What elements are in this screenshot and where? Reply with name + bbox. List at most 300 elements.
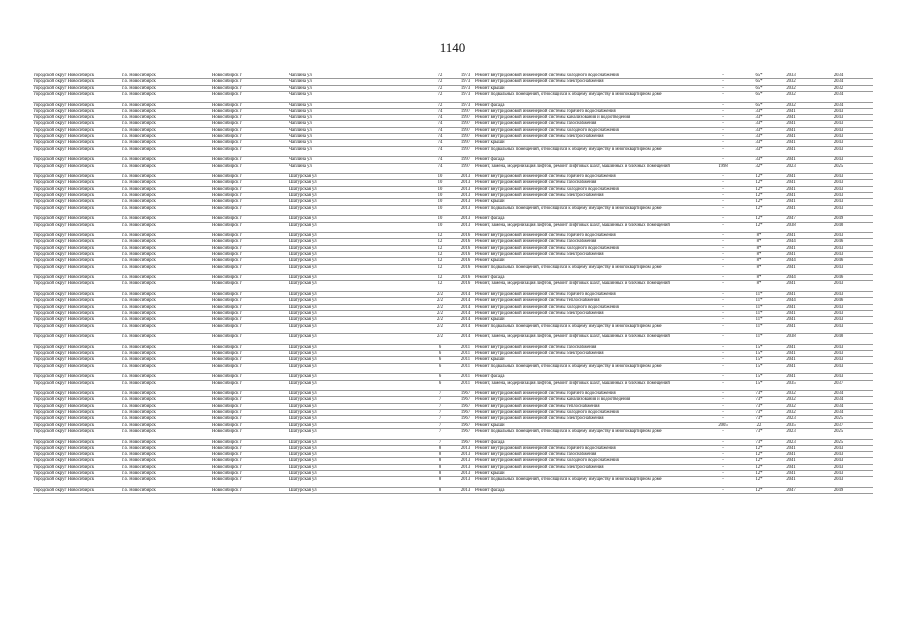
cell-settlement: г.о. Новосибирск bbox=[121, 245, 211, 251]
cell-plan-start-year: 2041 bbox=[778, 245, 804, 251]
cell-last-repair-year: - bbox=[706, 380, 740, 391]
cell-municipality: городской округ Новосибирск bbox=[33, 157, 121, 163]
cell-work-type: Ремонт фасада bbox=[474, 216, 706, 222]
cell-house-number: 12 bbox=[423, 264, 457, 275]
cell-street: Шатурская ул bbox=[288, 317, 423, 323]
cell-plan-end-year: 2034 bbox=[804, 410, 873, 416]
cell-street: Шатурская ул bbox=[288, 422, 423, 428]
cell-house-number: 10 bbox=[423, 193, 457, 199]
cell-settlement: г.о. Новосибирск bbox=[121, 258, 211, 264]
cell-settlement: г.о. Новосибирск bbox=[121, 73, 211, 79]
cell-locality: Новосибирск г bbox=[211, 108, 288, 114]
cell-work-type: Ремонт, замена, модернизация лифтов, ремонт лифтовых шахт, машинных и блочных помещений bbox=[474, 163, 706, 174]
cell-plan-end-year: 2046 bbox=[804, 239, 873, 245]
cell-plan-end-year: 2049 bbox=[804, 487, 873, 493]
cell-last-repair-year: - bbox=[706, 410, 740, 416]
cell-street: Шатурская ул bbox=[288, 199, 423, 205]
cell-locality: Новосибирск г bbox=[211, 115, 288, 121]
cell-municipality: городской округ Новосибирск bbox=[33, 458, 121, 464]
cell-settlement: г.о. Новосибирск bbox=[121, 357, 211, 363]
cell-wear-percent: 15* bbox=[740, 374, 778, 380]
cell-street: Чаплина ул bbox=[288, 79, 423, 85]
cell-house-number: 12 bbox=[423, 275, 457, 281]
cell-plan-start-year: 2041 bbox=[778, 310, 804, 316]
cell-last-repair-year: - bbox=[706, 470, 740, 476]
cell-build-year: 2013 bbox=[457, 216, 474, 222]
cell-settlement: г.о. Новосибирск bbox=[121, 174, 211, 180]
cell-build-year: 1973 bbox=[457, 73, 474, 79]
cell-work-type: Ремонт внутридомовой инженерной системы холодного водоснабжения bbox=[474, 245, 706, 251]
cell-house-number: 8 bbox=[423, 458, 457, 464]
cell-build-year: 1973 bbox=[457, 102, 474, 108]
cell-plan-end-year: 2043 bbox=[804, 199, 873, 205]
cell-street: Шатурская ул bbox=[288, 470, 423, 476]
cell-settlement: г.о. Новосибирск bbox=[121, 464, 211, 470]
cell-work-type: Ремонт подвальных помещений, относящихся к общему имуществу в многоквартирном доме bbox=[474, 264, 706, 275]
cell-locality: Новосибирск г bbox=[211, 216, 288, 222]
cell-street: Шатурская ул bbox=[288, 416, 423, 422]
cell-house-number: 6 bbox=[423, 357, 457, 363]
cell-locality: Новосибирск г bbox=[211, 252, 288, 258]
cell-build-year: 2014 bbox=[457, 323, 474, 334]
cell-last-repair-year: - bbox=[706, 121, 740, 127]
cell-settlement: г.о. Новосибирск bbox=[121, 281, 211, 292]
table-body bbox=[33, 73, 873, 494]
cell-plan-end-year: 2043 bbox=[804, 121, 873, 127]
cell-build-year: 2013 bbox=[457, 199, 474, 205]
cell-settlement: г.о. Новосибирск bbox=[121, 374, 211, 380]
cell-work-type: Ремонт, замена, модернизация лифтов, ремонт лифтовых шахт, машинных и блочных помещений bbox=[474, 281, 706, 292]
cell-wear-percent: 12* bbox=[740, 205, 778, 216]
cell-plan-start-year: 2041 bbox=[778, 252, 804, 258]
cell-build-year: 1973 bbox=[457, 79, 474, 85]
cell-wear-percent: 65* bbox=[740, 91, 778, 102]
cell-plan-start-year: 2041 bbox=[778, 374, 804, 380]
cell-settlement: г.о. Новосибирск bbox=[121, 186, 211, 192]
cell-last-repair-year: - bbox=[706, 239, 740, 245]
cell-plan-start-year: 2041 bbox=[778, 281, 804, 292]
cell-street: Шатурская ул bbox=[288, 357, 423, 363]
cell-last-repair-year: - bbox=[706, 216, 740, 222]
cell-plan-start-year: 2023 bbox=[778, 163, 804, 174]
cell-locality: Новосибирск г bbox=[211, 334, 288, 345]
cell-plan-start-year: 2041 bbox=[778, 445, 804, 451]
cell-plan-end-year: 2049 bbox=[804, 216, 873, 222]
cell-last-repair-year: - bbox=[706, 157, 740, 163]
cell-settlement: г.о. Новосибирск bbox=[121, 134, 211, 140]
cell-street: Чаплина ул bbox=[288, 91, 423, 102]
cell-build-year: 1967 bbox=[457, 416, 474, 422]
cell-plan-end-year: 2025 bbox=[804, 163, 873, 174]
cell-wear-percent: 33* bbox=[740, 115, 778, 121]
cell-house-number: 8 bbox=[423, 470, 457, 476]
cell-municipality: городской округ Новосибирск bbox=[33, 79, 121, 85]
cell-settlement: г.о. Новосибирск bbox=[121, 397, 211, 403]
cell-work-type: Ремонт внутридомовой инженерной системы газоснабжения bbox=[474, 180, 706, 186]
cell-plan-start-year: 2044 bbox=[778, 239, 804, 245]
cell-build-year: 2011 bbox=[457, 363, 474, 374]
cell-build-year: 2013 bbox=[457, 477, 474, 488]
cell-last-repair-year: - bbox=[706, 428, 740, 439]
cell-locality: Новосибирск г bbox=[211, 245, 288, 251]
cell-build-year: 2014 bbox=[457, 317, 474, 323]
cell-locality: Новосибирск г bbox=[211, 397, 288, 403]
cell-municipality: городской округ Новосибирск bbox=[33, 91, 121, 102]
cell-house-number: 72 bbox=[423, 85, 457, 91]
cell-locality: Новосибирск г bbox=[211, 186, 288, 192]
cell-municipality: городской округ Новосибирск bbox=[33, 310, 121, 316]
cell-plan-end-year: 2046 bbox=[804, 258, 873, 264]
cell-street: Шатурская ул bbox=[288, 344, 423, 350]
cell-last-repair-year: - bbox=[706, 134, 740, 140]
cell-build-year: 1997 bbox=[457, 115, 474, 121]
cell-house-number: 74 bbox=[423, 140, 457, 146]
cell-plan-start-year: 2041 bbox=[778, 146, 804, 157]
cell-plan-end-year: 2034 bbox=[804, 102, 873, 108]
cell-settlement: г.о. Новосибирск bbox=[121, 222, 211, 233]
cell-wear-percent: 8* bbox=[740, 258, 778, 264]
cell-street: Шатурская ул bbox=[288, 487, 423, 493]
cell-locality: Новосибирск г bbox=[211, 134, 288, 140]
cell-municipality: городской округ Новосибирск bbox=[33, 115, 121, 121]
cell-plan-start-year: 2047 bbox=[778, 216, 804, 222]
cell-work-type: Ремонт внутридомовой инженерной системы электроснабжения bbox=[474, 79, 706, 85]
cell-settlement: г.о. Новосибирск bbox=[121, 470, 211, 476]
cell-build-year: 2014 bbox=[457, 298, 474, 304]
cell-wear-percent: 22 bbox=[740, 422, 778, 428]
cell-locality: Новосибирск г bbox=[211, 317, 288, 323]
capital-repair-table bbox=[33, 73, 873, 494]
cell-work-type: Ремонт внутридомовой инженерной системы холодного водоснабжения bbox=[474, 304, 706, 310]
cell-locality: Новосибирск г bbox=[211, 357, 288, 363]
cell-municipality: городской округ Новосибирск bbox=[33, 233, 121, 239]
cell-house-number: 12 bbox=[423, 233, 457, 239]
cell-plan-start-year: 2023 bbox=[778, 428, 804, 439]
cell-last-repair-year: 1998 bbox=[706, 163, 740, 174]
cell-work-type: Ремонт внутридомовой инженерной системы газоснабжения bbox=[474, 344, 706, 350]
cell-locality: Новосибирск г bbox=[211, 193, 288, 199]
cell-street: Шатурская ул bbox=[288, 334, 423, 345]
cell-settlement: г.о. Новосибирск bbox=[121, 140, 211, 146]
cell-house-number: 6 bbox=[423, 374, 457, 380]
cell-last-repair-year: - bbox=[706, 275, 740, 281]
cell-build-year: 2014 bbox=[457, 304, 474, 310]
cell-municipality: городской округ Новосибирск bbox=[33, 452, 121, 458]
cell-wear-percent: 8* bbox=[740, 245, 778, 251]
cell-street: Шатурская ул bbox=[288, 193, 423, 199]
cell-wear-percent: 73* bbox=[740, 416, 778, 422]
cell-plan-start-year: 2032 bbox=[778, 403, 804, 409]
cell-work-type: Ремонт внутридомовой инженерной системы электроснабжения bbox=[474, 193, 706, 199]
cell-build-year: 2011 bbox=[457, 374, 474, 380]
cell-street: Шатурская ул bbox=[288, 174, 423, 180]
cell-plan-start-year: 2041 bbox=[778, 199, 804, 205]
cell-wear-percent: 11* bbox=[740, 292, 778, 298]
cell-wear-percent: 12* bbox=[740, 452, 778, 458]
cell-build-year: 2016 bbox=[457, 281, 474, 292]
cell-last-repair-year: - bbox=[706, 397, 740, 403]
cell-house-number: 74 bbox=[423, 108, 457, 114]
cell-last-repair-year: - bbox=[706, 73, 740, 79]
cell-house-number: 74 bbox=[423, 163, 457, 174]
cell-street: Шатурская ул bbox=[288, 428, 423, 439]
cell-build-year: 2013 bbox=[457, 487, 474, 493]
cell-last-repair-year: - bbox=[706, 351, 740, 357]
cell-wear-percent: 33* bbox=[740, 127, 778, 133]
cell-municipality: городской округ Новосибирск bbox=[33, 470, 121, 476]
cell-last-repair-year: - bbox=[706, 281, 740, 292]
cell-plan-start-year: 2023 bbox=[778, 439, 804, 445]
cell-plan-end-year: 2043 bbox=[804, 233, 873, 239]
cell-plan-end-year: 2037 bbox=[804, 380, 873, 391]
cell-locality: Новосибирск г bbox=[211, 487, 288, 493]
cell-municipality: городской округ Новосибирск bbox=[33, 140, 121, 146]
cell-build-year: 2011 bbox=[457, 380, 474, 391]
cell-build-year: 1967 bbox=[457, 422, 474, 428]
cell-wear-percent: 11* bbox=[740, 298, 778, 304]
cell-street: Шатурская ул bbox=[288, 439, 423, 445]
cell-plan-end-year: 2043 bbox=[804, 264, 873, 275]
cell-last-repair-year: - bbox=[706, 205, 740, 216]
cell-wear-percent: 65* bbox=[740, 79, 778, 85]
cell-plan-start-year: 2041 bbox=[778, 174, 804, 180]
cell-build-year: 2016 bbox=[457, 239, 474, 245]
cell-last-repair-year: - bbox=[706, 245, 740, 251]
cell-build-year: 1967 bbox=[457, 428, 474, 439]
cell-plan-end-year: 2043 bbox=[804, 464, 873, 470]
cell-municipality: городской округ Новосибирск bbox=[33, 317, 121, 323]
cell-work-type: Ремонт внутридомовой инженерной системы электроснабжения bbox=[474, 252, 706, 258]
cell-work-type: Ремонт внутридомовой инженерной системы газоснабжения bbox=[474, 239, 706, 245]
cell-build-year: 2013 bbox=[457, 222, 474, 233]
cell-house-number: 8 bbox=[423, 445, 457, 451]
cell-house-number: 12 bbox=[423, 239, 457, 245]
cell-plan-start-year: 2041 bbox=[778, 317, 804, 323]
cell-locality: Новосибирск г bbox=[211, 102, 288, 108]
cell-build-year: 2013 bbox=[457, 186, 474, 192]
cell-last-repair-year: - bbox=[706, 458, 740, 464]
cell-wear-percent: 65* bbox=[740, 73, 778, 79]
cell-street: Шатурская ул bbox=[288, 258, 423, 264]
cell-last-repair-year: - bbox=[706, 323, 740, 334]
cell-plan-start-year: 2041 bbox=[778, 464, 804, 470]
cell-locality: Новосибирск г bbox=[211, 304, 288, 310]
cell-last-repair-year: - bbox=[706, 344, 740, 350]
cell-plan-end-year: 2040 bbox=[804, 334, 873, 345]
cell-wear-percent: 12* bbox=[740, 458, 778, 464]
table-row bbox=[33, 281, 873, 292]
cell-house-number: 12 bbox=[423, 258, 457, 264]
cell-plan-end-year: 2034 bbox=[804, 91, 873, 102]
cell-plan-end-year: 2034 bbox=[804, 403, 873, 409]
cell-plan-start-year: 2032 bbox=[778, 410, 804, 416]
cell-municipality: городской округ Новосибирск bbox=[33, 245, 121, 251]
cell-settlement: г.о. Новосибирск bbox=[121, 323, 211, 334]
cell-work-type: Ремонт внутридомовой инженерной системы электроснабжения bbox=[474, 416, 706, 422]
cell-plan-end-year: 2046 bbox=[804, 275, 873, 281]
cell-build-year: 1973 bbox=[457, 85, 474, 91]
cell-plan-end-year: 2043 bbox=[804, 310, 873, 316]
cell-settlement: г.о. Новосибирск bbox=[121, 115, 211, 121]
cell-locality: Новосибирск г bbox=[211, 146, 288, 157]
cell-work-type: Ремонт внутридомовой инженерной системы электроснабжения bbox=[474, 134, 706, 140]
cell-plan-end-year: 2043 bbox=[804, 477, 873, 488]
cell-build-year: 2013 bbox=[457, 470, 474, 476]
cell-locality: Новосибирск г bbox=[211, 363, 288, 374]
cell-build-year: 2013 bbox=[457, 174, 474, 180]
cell-street: Шатурская ул bbox=[288, 464, 423, 470]
cell-municipality: городской округ Новосибирск bbox=[33, 73, 121, 79]
cell-locality: Новосибирск г bbox=[211, 416, 288, 422]
cell-settlement: г.о. Новосибирск bbox=[121, 157, 211, 163]
cell-locality: Новосибирск г bbox=[211, 73, 288, 79]
cell-house-number: 7 bbox=[423, 410, 457, 416]
cell-build-year: 1997 bbox=[457, 163, 474, 174]
cell-municipality: городской округ Новосибирск bbox=[33, 477, 121, 488]
cell-plan-start-year: 2041 bbox=[778, 180, 804, 186]
cell-build-year: 1997 bbox=[457, 108, 474, 114]
cell-municipality: городской округ Новосибирск bbox=[33, 121, 121, 127]
cell-last-repair-year: - bbox=[706, 477, 740, 488]
cell-house-number: 2/2 bbox=[423, 298, 457, 304]
cell-house-number: 72 bbox=[423, 79, 457, 85]
cell-street: Шатурская ул bbox=[288, 298, 423, 304]
cell-build-year: 1997 bbox=[457, 146, 474, 157]
cell-work-type: Ремонт внутридомовой инженерной системы холодного водоснабжения bbox=[474, 410, 706, 416]
cell-plan-start-year: 2044 bbox=[778, 258, 804, 264]
cell-house-number: 7 bbox=[423, 403, 457, 409]
cell-wear-percent: 12* bbox=[740, 470, 778, 476]
cell-municipality: городской округ Новосибирск bbox=[33, 410, 121, 416]
cell-plan-end-year: 2043 bbox=[804, 351, 873, 357]
cell-street: Чаплина ул bbox=[288, 121, 423, 127]
cell-street: Чаплина ул bbox=[288, 127, 423, 133]
cell-wear-percent: 11* bbox=[740, 304, 778, 310]
cell-build-year: 2014 bbox=[457, 310, 474, 316]
cell-plan-end-year: 2025 bbox=[804, 416, 873, 422]
cell-house-number: 74 bbox=[423, 115, 457, 121]
cell-municipality: городской округ Новосибирск bbox=[33, 487, 121, 493]
cell-house-number: 7 bbox=[423, 416, 457, 422]
cell-work-type: Ремонт внутридомовой инженерной системы электроснабжения bbox=[474, 351, 706, 357]
cell-wear-percent: 11* bbox=[740, 334, 778, 345]
cell-municipality: городской округ Новосибирск bbox=[33, 193, 121, 199]
cell-municipality: городской округ Новосибирск bbox=[33, 428, 121, 439]
cell-street: Шатурская ул bbox=[288, 452, 423, 458]
cell-house-number: 12 bbox=[423, 281, 457, 292]
cell-plan-end-year: 2043 bbox=[804, 304, 873, 310]
cell-plan-start-year: 2041 bbox=[778, 344, 804, 350]
cell-build-year: 1997 bbox=[457, 134, 474, 140]
cell-plan-start-year: 2041 bbox=[778, 452, 804, 458]
cell-street: Чаплина ул bbox=[288, 73, 423, 79]
cell-house-number: 2/2 bbox=[423, 292, 457, 298]
cell-wear-percent: 8* bbox=[740, 233, 778, 239]
cell-plan-start-year: 2041 bbox=[778, 157, 804, 163]
table-row bbox=[33, 487, 873, 493]
cell-work-type: Ремонт подвальных помещений, относящихся к общему имуществу в многоквартирном доме bbox=[474, 363, 706, 374]
cell-municipality: городской округ Новосибирск bbox=[33, 292, 121, 298]
cell-house-number: 6 bbox=[423, 380, 457, 391]
cell-locality: Новосибирск г bbox=[211, 79, 288, 85]
cell-municipality: городской округ Новосибирск bbox=[33, 174, 121, 180]
cell-street: Чаплина ул bbox=[288, 85, 423, 91]
cell-locality: Новосибирск г bbox=[211, 477, 288, 488]
cell-last-repair-year: - bbox=[706, 180, 740, 186]
cell-wear-percent: 12* bbox=[740, 193, 778, 199]
cell-plan-start-year: 2041 bbox=[778, 108, 804, 114]
cell-plan-end-year: 2043 bbox=[804, 127, 873, 133]
cell-work-type: Ремонт фасада bbox=[474, 439, 706, 445]
cell-plan-start-year: 2041 bbox=[778, 186, 804, 192]
cell-plan-start-year: 2041 bbox=[778, 140, 804, 146]
cell-settlement: г.о. Новосибирск bbox=[121, 439, 211, 445]
cell-build-year: 2013 bbox=[457, 445, 474, 451]
cell-plan-end-year: 2032 bbox=[804, 85, 873, 91]
cell-settlement: г.о. Новосибирск bbox=[121, 108, 211, 114]
cell-street: Чаплина ул bbox=[288, 146, 423, 157]
cell-locality: Новосибирск г bbox=[211, 380, 288, 391]
cell-build-year: 2011 bbox=[457, 344, 474, 350]
cell-last-repair-year: - bbox=[706, 310, 740, 316]
cell-municipality: городской округ Новосибирск bbox=[33, 397, 121, 403]
cell-work-type: Ремонт внутридомовой инженерной системы теплоснабжения bbox=[474, 298, 706, 304]
cell-locality: Новосибирск г bbox=[211, 374, 288, 380]
cell-plan-end-year: 2034 bbox=[804, 391, 873, 397]
cell-settlement: г.о. Новосибирск bbox=[121, 452, 211, 458]
cell-wear-percent: 73* bbox=[740, 439, 778, 445]
cell-street: Шатурская ул bbox=[288, 252, 423, 258]
cell-house-number: 10 bbox=[423, 199, 457, 205]
cell-street: Шатурская ул bbox=[288, 233, 423, 239]
cell-locality: Новосибирск г bbox=[211, 344, 288, 350]
cell-last-repair-year: - bbox=[706, 452, 740, 458]
cell-wear-percent: 33* bbox=[740, 108, 778, 114]
cell-work-type: Ремонт внутридомовой инженерной системы электроснабжения bbox=[474, 464, 706, 470]
cell-plan-start-year: 2041 bbox=[778, 115, 804, 121]
cell-locality: Новосибирск г bbox=[211, 163, 288, 174]
cell-last-repair-year: - bbox=[706, 363, 740, 374]
cell-work-type: Ремонт внутридомовой инженерной системы холодного водоснабжения bbox=[474, 458, 706, 464]
cell-work-type: Ремонт подвальных помещений, относящихся к общему имуществу в многоквартирном доме bbox=[474, 323, 706, 334]
cell-wear-percent: 15* bbox=[740, 344, 778, 350]
cell-locality: Новосибирск г bbox=[211, 127, 288, 133]
cell-house-number: 10 bbox=[423, 222, 457, 233]
cell-street: Шатурская ул bbox=[288, 275, 423, 281]
cell-last-repair-year: - bbox=[706, 292, 740, 298]
cell-settlement: г.о. Новосибирск bbox=[121, 79, 211, 85]
cell-locality: Новосибирск г bbox=[211, 233, 288, 239]
cell-wear-percent: 11* bbox=[740, 310, 778, 316]
cell-house-number: 74 bbox=[423, 157, 457, 163]
cell-settlement: г.о. Новосибирск bbox=[121, 422, 211, 428]
cell-house-number: 12 bbox=[423, 252, 457, 258]
table-row bbox=[33, 222, 873, 233]
cell-work-type: Ремонт крыши bbox=[474, 85, 706, 91]
cell-locality: Новосибирск г bbox=[211, 140, 288, 146]
table-row bbox=[33, 91, 873, 102]
cell-work-type: Ремонт внутридомовой инженерной системы газоснабжения bbox=[474, 452, 706, 458]
cell-municipality: городской округ Новосибирск bbox=[33, 281, 121, 292]
cell-municipality: городской округ Новосибирск bbox=[33, 275, 121, 281]
cell-settlement: г.о. Новосибирск bbox=[121, 205, 211, 216]
cell-last-repair-year: - bbox=[706, 174, 740, 180]
cell-municipality: городской округ Новосибирск bbox=[33, 216, 121, 222]
cell-work-type: Ремонт фасада bbox=[474, 275, 706, 281]
cell-plan-end-year: 2043 bbox=[804, 452, 873, 458]
cell-street: Чаплина ул bbox=[288, 108, 423, 114]
cell-municipality: городской округ Новосибирск bbox=[33, 464, 121, 470]
